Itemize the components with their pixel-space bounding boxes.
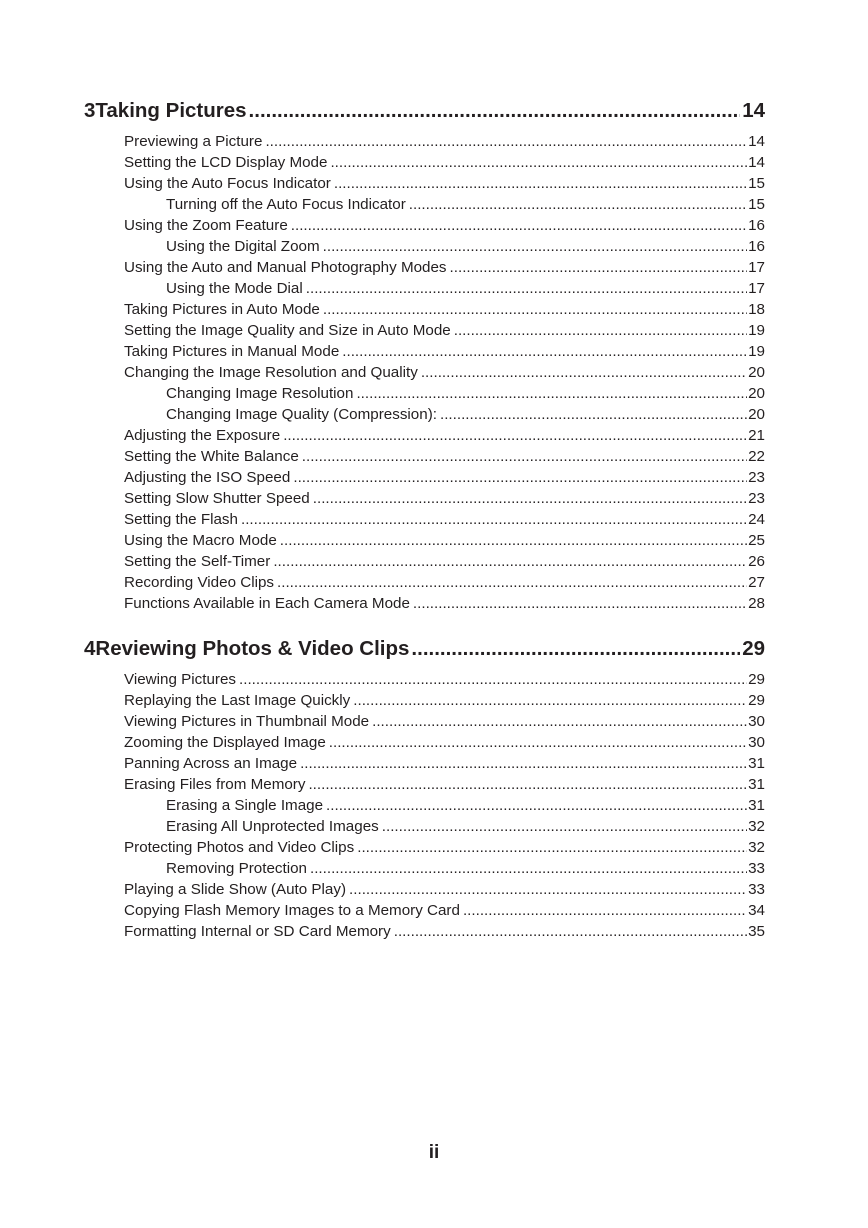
entry-title: Protecting Photos and Video Clips — [124, 839, 355, 856]
dot-leader — [249, 99, 741, 123]
entry-page-number: 15 — [748, 196, 765, 213]
entry-title: Adjusting the ISO Speed — [124, 469, 291, 486]
entry-page-number: 17 — [748, 259, 765, 276]
dot-leader — [409, 194, 747, 215]
entry-title: Taking Pictures in Manual Mode — [124, 343, 340, 360]
entry-page-number: 24 — [748, 511, 765, 528]
dot-leader — [342, 341, 747, 362]
dot-leader — [382, 816, 747, 837]
dot-leader — [300, 753, 747, 774]
entry-page-number: 20 — [748, 385, 765, 402]
toc-entry[interactable] — [84, 488, 765, 509]
entry-page-number: 18 — [748, 301, 765, 318]
entry-title: Using the Digital Zoom — [166, 238, 320, 255]
chapter-3 — [84, 99, 765, 614]
entry-page-number: 28 — [748, 595, 765, 612]
entry-page-number: 33 — [748, 860, 765, 877]
dot-leader — [280, 530, 747, 551]
dot-leader — [450, 257, 748, 278]
entry-title: Copying Flash Memory Images to a Memory Card — [124, 902, 460, 919]
entry-title: Removing Protection — [166, 860, 307, 877]
chapter-page-number: 14 — [742, 99, 765, 122]
chapter-heading — [84, 99, 765, 123]
dot-leader — [241, 509, 747, 530]
entry-page-number: 31 — [748, 755, 765, 772]
entry-title: Using the Mode Dial — [166, 280, 303, 297]
entry-page-number: 30 — [748, 734, 765, 751]
dot-leader — [302, 446, 747, 467]
entry-page-number: 21 — [748, 427, 765, 444]
entry-page-number: 16 — [748, 238, 765, 255]
toc-entry[interactable] — [84, 173, 765, 194]
toc-entry[interactable] — [84, 362, 765, 383]
toc-entry[interactable] — [84, 921, 765, 942]
entry-title: Changing Image Quality (Compression): — [166, 406, 437, 423]
entry-title: Turning off the Auto Focus Indicator — [166, 196, 406, 213]
dot-leader — [323, 236, 747, 257]
entry-page-number: 32 — [748, 839, 765, 856]
entry-title: Using the Macro Mode — [124, 532, 277, 549]
entry-title: Viewing Pictures in Thumbnail Mode — [124, 713, 370, 730]
dot-leader — [306, 278, 747, 299]
chapter-number: 3 — [84, 99, 96, 122]
toc-entry[interactable] — [84, 446, 765, 467]
dot-leader — [421, 362, 747, 383]
toc-entry[interactable] — [84, 900, 765, 921]
dot-leader — [330, 152, 747, 173]
entry-title: Functions Available in Each Camera Mode — [124, 595, 410, 612]
dot-leader — [372, 711, 747, 732]
entry-title: Adjusting the Exposure — [124, 427, 281, 444]
entry-title: Previewing a Picture — [124, 133, 263, 150]
toc-entry[interactable] — [84, 572, 765, 593]
dot-leader — [394, 921, 747, 942]
entry-title: Setting Slow Shutter Speed — [124, 490, 310, 507]
entry-title: Playing a Slide Show (Auto Play) — [124, 881, 347, 898]
entry-page-number: 27 — [748, 574, 765, 591]
dot-leader — [310, 858, 747, 879]
entry-title: Changing the Image Resolution and Quality — [124, 364, 418, 381]
chapter-page-number: 29 — [742, 637, 765, 660]
toc-entry[interactable] — [84, 257, 765, 278]
entry-page-number: 14 — [748, 154, 765, 171]
dot-leader — [326, 795, 747, 816]
dot-leader — [349, 879, 747, 900]
entry-page-number: 23 — [748, 490, 765, 507]
dot-leader — [273, 551, 747, 572]
entry-page-number: 20 — [748, 364, 765, 381]
entry-title: Viewing Pictures — [124, 671, 236, 688]
entry-title: Zooming the Displayed Image — [124, 734, 326, 751]
entry-page-number: 32 — [748, 818, 765, 835]
entry-page-number: 29 — [748, 692, 765, 709]
entry-page-number: 33 — [748, 881, 765, 898]
dot-leader — [293, 467, 747, 488]
toc-entry[interactable] — [84, 467, 765, 488]
entry-title: Setting the Flash — [124, 511, 238, 528]
toc-subentry[interactable] — [84, 278, 765, 299]
entry-title: Using the Zoom Feature — [124, 217, 288, 234]
dot-leader — [413, 593, 747, 614]
entry-page-number: 22 — [748, 448, 765, 465]
toc-entry[interactable] — [84, 732, 765, 753]
toc-subentry[interactable] — [84, 816, 765, 837]
entry-title: Setting the Image Quality and Size in Auto Mode — [124, 322, 451, 339]
chapter-number: 4 — [84, 637, 96, 660]
dot-leader — [463, 900, 747, 921]
entry-title: Setting the Self-Timer — [124, 553, 271, 570]
toc-entry[interactable] — [84, 690, 765, 711]
dot-leader — [323, 299, 747, 320]
chapter-heading — [84, 637, 765, 661]
chapter-title: Taking Pictures — [95, 99, 247, 122]
entry-title: Erasing a Single Image — [166, 797, 324, 814]
entry-page-number: 17 — [748, 280, 765, 297]
dot-leader — [283, 425, 747, 446]
dot-leader — [356, 383, 747, 404]
entry-title: Erasing All Unprotected Images — [166, 818, 379, 835]
dot-leader — [353, 690, 747, 711]
toc-entry[interactable] — [84, 879, 765, 900]
entry-page-number: 34 — [748, 902, 765, 919]
entry-page-number: 19 — [748, 322, 765, 339]
entry-page-number: 30 — [748, 713, 765, 730]
entry-page-number: 35 — [748, 923, 765, 940]
entry-page-number: 19 — [748, 343, 765, 360]
page-number: ii — [428, 1142, 440, 1163]
toc-entry[interactable] — [84, 341, 765, 362]
dot-leader — [440, 404, 747, 425]
dot-leader — [291, 215, 747, 236]
toc-entry[interactable] — [84, 551, 765, 572]
toc-subentry[interactable] — [84, 404, 765, 425]
dot-leader — [265, 131, 747, 152]
chapter-entries — [84, 669, 765, 942]
dot-leader — [313, 488, 747, 509]
toc-subentry[interactable] — [84, 795, 765, 816]
toc-entry[interactable] — [84, 320, 765, 341]
toc-entry[interactable] — [84, 215, 765, 236]
chapter-4 — [84, 637, 765, 942]
entry-title: Panning Across an Image — [124, 755, 298, 772]
entry-title: Setting the LCD Display Mode — [124, 154, 328, 171]
entry-page-number: 15 — [748, 175, 765, 192]
entry-page-number: 29 — [748, 671, 765, 688]
toc-entry[interactable] — [84, 131, 765, 152]
entry-page-number: 20 — [748, 406, 765, 423]
toc-entry[interactable] — [84, 711, 765, 732]
toc-subentry[interactable] — [84, 858, 765, 879]
toc-entry[interactable] — [84, 837, 765, 858]
entry-title: Setting the White Balance — [124, 448, 299, 465]
entry-page-number: 23 — [748, 469, 765, 486]
entry-title: Erasing Files from Memory — [124, 776, 306, 793]
toc-entry[interactable] — [84, 669, 765, 690]
entry-page-number: 26 — [748, 553, 765, 570]
chapter-entries — [84, 131, 765, 614]
toc-subentry[interactable] — [84, 383, 765, 404]
toc-entry[interactable] — [84, 774, 765, 795]
entry-page-number: 14 — [748, 133, 765, 150]
toc-entry[interactable] — [84, 425, 765, 446]
dot-leader — [334, 173, 747, 194]
toc-entry[interactable] — [84, 509, 765, 530]
toc-entry[interactable] — [84, 530, 765, 551]
toc-entry[interactable] — [84, 299, 765, 320]
entry-title: Recording Video Clips — [124, 574, 274, 591]
entry-page-number: 31 — [748, 797, 765, 814]
dot-leader — [277, 572, 747, 593]
entry-title: Replaying the Last Image Quickly — [124, 692, 351, 709]
toc-entry[interactable] — [84, 152, 765, 173]
toc-subentry[interactable] — [84, 194, 765, 215]
entry-title: Changing Image Resolution — [166, 385, 354, 402]
dot-leader — [411, 637, 740, 661]
toc-entry[interactable] — [84, 593, 765, 614]
entry-title: Using the Auto Focus Indicator — [124, 175, 331, 192]
dot-leader — [357, 837, 747, 858]
dot-leader — [308, 774, 747, 795]
dot-leader — [329, 732, 747, 753]
entry-title: Formatting Internal or SD Card Memory — [124, 923, 391, 940]
entry-page-number: 16 — [748, 217, 765, 234]
entry-title: Taking Pictures in Auto Mode — [124, 301, 320, 318]
entry-page-number: 31 — [748, 776, 765, 793]
dot-leader — [454, 320, 747, 341]
chapter-title: Reviewing Photos & Video Clips — [95, 637, 410, 660]
entry-page-number: 25 — [748, 532, 765, 549]
toc-entry[interactable] — [84, 753, 765, 774]
dot-leader — [239, 669, 747, 690]
toc-subentry[interactable] — [84, 236, 765, 257]
entry-title: Using the Auto and Manual Photography Modes — [124, 259, 447, 276]
